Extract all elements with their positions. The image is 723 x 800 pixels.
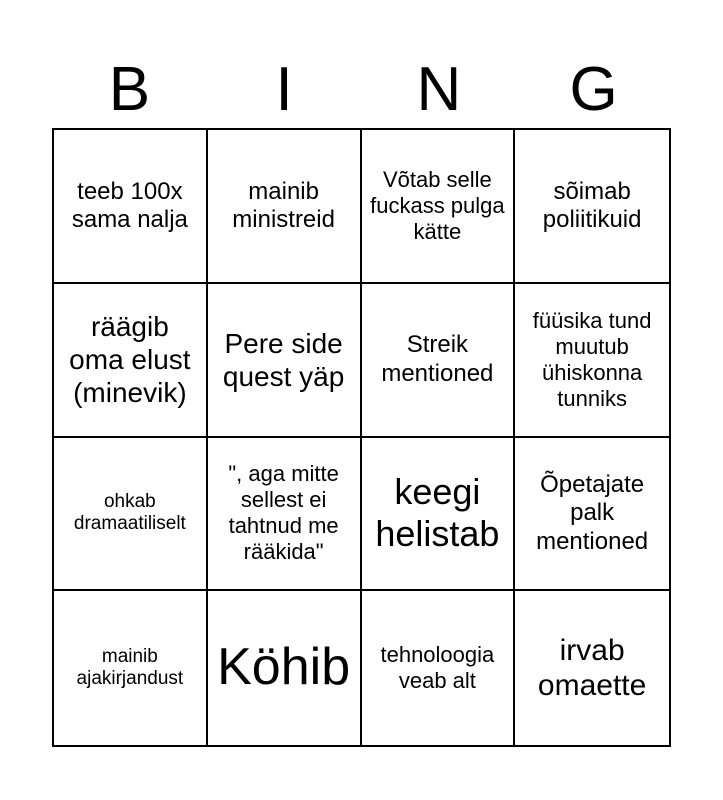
bingo-header: [52, 55, 671, 125]
bingo-cell[interactable]: Streik mentioned: [362, 284, 516, 438]
bingo-cell[interactable]: keegi helistab: [362, 438, 516, 592]
header-letter-i: I: [275, 55, 293, 124]
bingo-cell[interactable]: teeb 100x sama nalja: [54, 130, 208, 284]
bingo-cell[interactable]: Õpetajate palk mentioned: [515, 438, 669, 592]
bingo-cell[interactable]: irvab omaette: [537, 633, 647, 703]
bingo-cell[interactable]: mainib ministreid: [208, 130, 362, 284]
header-letter-b: B: [108, 55, 151, 124]
bingo-cell[interactable]: füüsika tund muutub ühiskonna tunniks: [515, 284, 669, 438]
bingo-grid: [52, 128, 671, 747]
bingo-cell[interactable]: sõimab poliitikuid: [515, 130, 669, 284]
header-letter-n: N: [416, 55, 462, 124]
bingo-cell[interactable]: ohkab dramaatiliselt: [54, 438, 208, 592]
bingo-cell[interactable]: Köhib: [208, 591, 362, 745]
bingo-cell[interactable]: räägib oma elust (minevik): [54, 284, 208, 438]
header-letter-g: G: [569, 55, 618, 124]
bingo-cell[interactable]: mainib ajakirjandust: [54, 591, 208, 745]
bingo-cell[interactable]: Võtab selle fuckass pulga kätte: [362, 130, 516, 284]
bingo-cell[interactable]: ", aga mitte sellest ei tahtnud me rääkida": [208, 438, 362, 592]
bingo-cell[interactable]: Pere side quest yäp: [208, 284, 362, 438]
bingo-cell[interactable]: tehnoloogia veab alt: [362, 591, 516, 745]
